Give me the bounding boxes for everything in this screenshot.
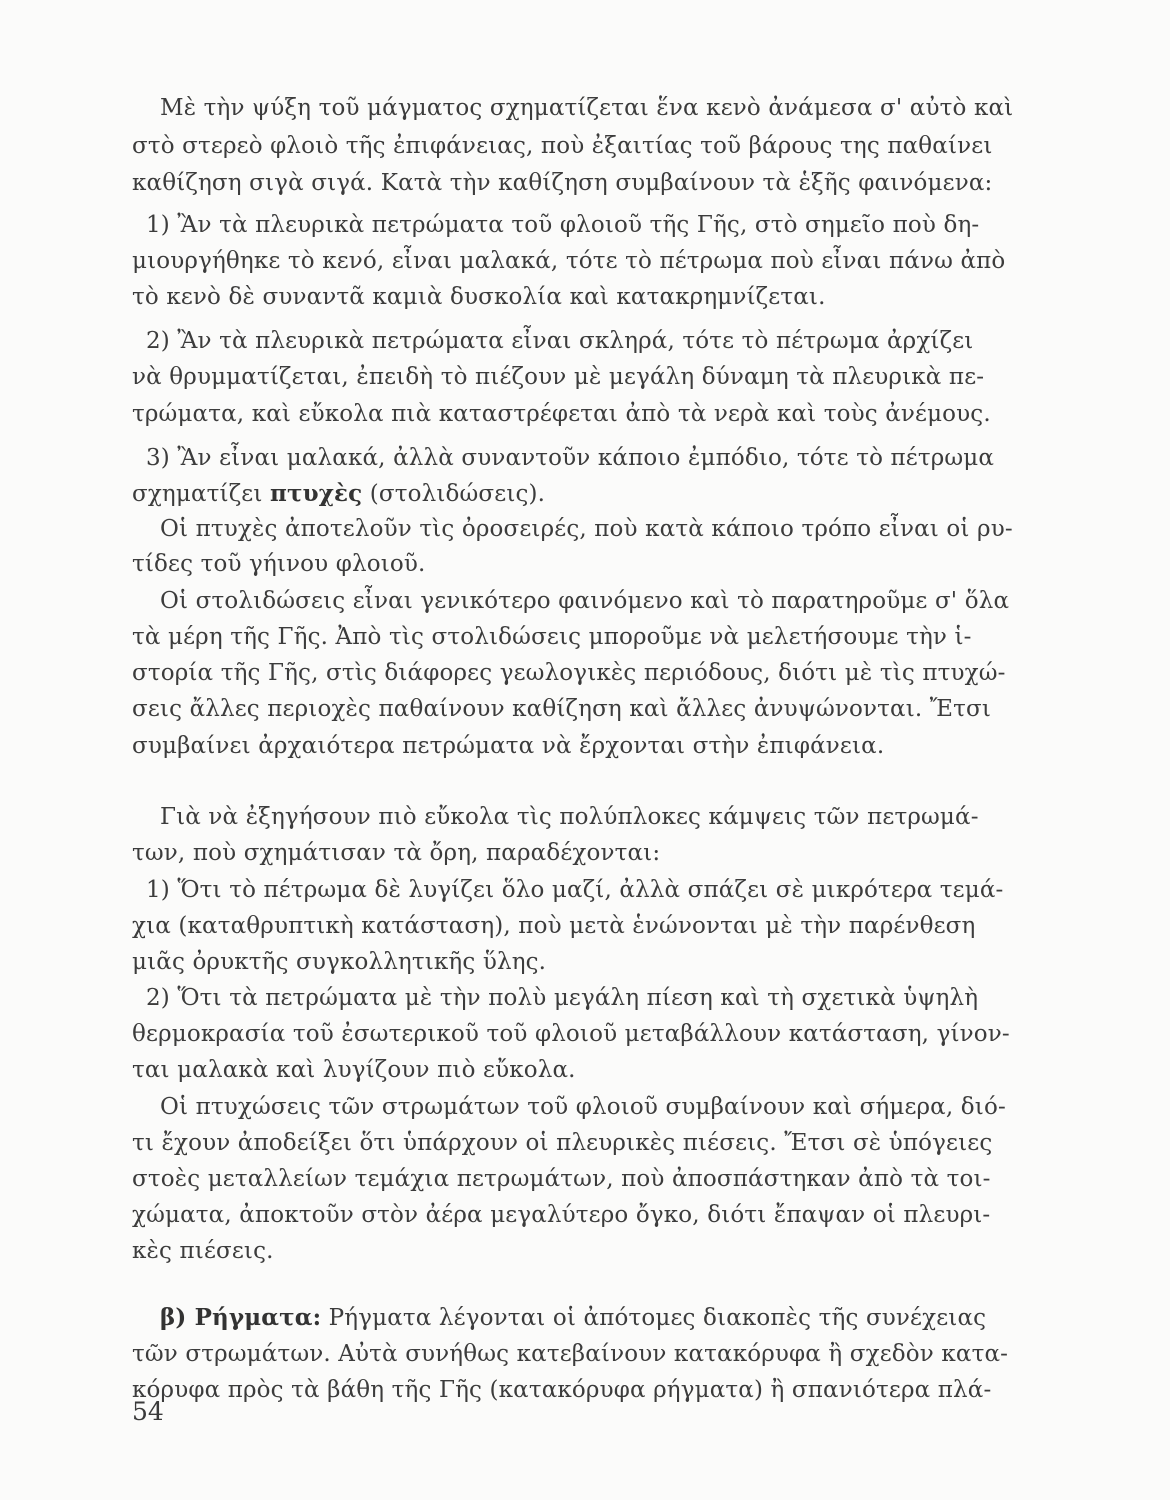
text-line: μιᾶς ὀρυκτῆς συγκολλητικῆς ὕλης. [132,949,547,975]
term-faults: β) Ρήγματα: [160,1304,322,1331]
text-line: τρώματα, καὶ εὔκολα πιὰ καταστρέφεται ἀπὸ τὰ νερὰ καὶ τοὺς ἀνέμους. [132,401,991,427]
text-span: (στολιδώσεις). [362,481,546,507]
document-page [132,92,1014,1403]
term-folds: πτυχὲς [270,480,363,507]
text-line: τίδες τοῦ γήινου φλοιοῦ. [132,551,426,577]
text-line: Οἱ πτυχώσεις τῶν στρωμάτων τοῦ φλοιοῦ συμβαίνουν καὶ σήμερα, διό- [160,1094,1006,1120]
text-line: 1) Ὅτι τὸ πέτρωμα δὲ λυγίζει ὅλο μαζί, ἀλλὰ σπάζει σὲ μικρότερα τεμά- [146,877,1004,903]
text-line: θερμοκρασία τοῦ ἐσωτερικοῦ τοῦ φλοιοῦ μεταβάλλουν κατάσταση, γίνον- [132,1021,1010,1047]
text-span: Ρήγματα λέγονται οἱ ἀπότομες διακοπὲς τῆς συνέχειας [321,1305,987,1331]
text-line: 2) Ἂν τὰ πλευρικὰ πετρώματα εἶναι σκληρά, τότε τὸ πέτρωμα ἀρχίζει [146,328,974,354]
text-line: μιουργήθηκε τὸ κενό, εἶναι μαλακά, τότε τὸ πέτρωμα ποὺ εἶναι πάνω ἀπὸ [132,248,1006,274]
text-line: τὰ μέρη τῆς Γῆς. Ἀπὸ τὶς στολιδώσεις μποροῦμε νὰ μελετήσουμε τὴν ἱ- [132,624,972,650]
text-line: σεις ἄλλες περιοχὲς παθαίνουν καθίζηση καὶ ἄλλες ἀνυψώνονται. Ἔτσι [132,696,992,722]
text-line: νὰ θρυμματίζεται, ἐπειδὴ τὸ πιέζουν μὲ μεγάλη δύναμη τὰ πλευρικὰ πε- [132,364,985,390]
text-line: χια (καταθρυπτικὴ κατάσταση), ποὺ μετὰ ἑνώνονται μὲ τὴν παρένθεση [132,913,976,939]
text-line: στὸ στερεὸ φλοιὸ τῆς ἐπιφάνειας, ποὺ ἐξαιτίας τοῦ βάρους της παθαίνει [132,133,993,159]
text-span: σχηματίζει [132,481,270,507]
text-line: Μὲ τὴν ψύξη τοῦ μάγματος σχηματίζεται ἕνα κενὸ ἀνάμεσα σ' αὐτὸ καὶ [160,95,1014,121]
text-line: συμβαίνει ἀρχαιότερα πετρώματα νὰ ἔρχονται στὴν ἐπιφάνεια. [132,733,885,759]
text-line: στορία τῆς Γῆς, στὶς διάφορες γεωλογικὲς περιόδους, διότι μὲ τὶς πτυχώ- [132,660,1006,686]
text-line: 1) Ἂν τὰ πλευρικὰ πετρώματα τοῦ φλοιοῦ τῆς Γῆς, στὸ σημεῖο ποὺ δη- [146,212,980,238]
text-line-faults [160,1302,986,1334]
text-line: κὲς πιέσεις. [132,1238,274,1264]
text-line: τι ἔχουν ἀποδείξει ὅτι ὑπάρχουν οἱ πλευρικὲς πιέσεις. Ἔτσι σὲ ὑπόγειες [132,1130,993,1156]
text-line: καθίζηση σιγὰ σιγά. Κατὰ τὴν καθίζηση συμβαίνουν τὰ ἑξῆς φαινόμενα: [132,170,993,196]
text-line: χώματα, ἀποκτοῦν στὸν ἀέρα μεγαλύτερο ὄγκο, διότι ἔπαψαν οἱ πλευρι- [132,1202,991,1228]
text-line: τὸ κενὸ δὲ συναντᾶ καμιὰ δυσκολία καὶ κατακρημνίζεται. [132,284,826,310]
text-line: Γιὰ νὰ ἐξηγήσουν πιὸ εὔκολα τὶς πολύπλοκες κάμψεις τῶν πετρωμά- [160,804,979,830]
page-number: 54 [132,1397,164,1426]
text-line: κόρυφα πρὸς τὰ βάθη τῆς Γῆς (κατακόρυφα ρήγματα) ἢ σπανιότερα πλά- [132,1377,992,1403]
text-line: των, ποὺ σχημάτισαν τὰ ὄρη, παραδέχονται: [132,840,661,866]
text-line: τῶν στρωμάτων. Αὐτὰ συνήθως κατεβαίνουν κατακόρυφα ἢ σχεδὸν κατα- [132,1341,1009,1367]
text-line: 3) Ἂν εἶναι μαλακά, ἀλλὰ συναντοῦν κάποιο ἐμπόδιο, τότε τὸ πέτρωμα [146,445,995,471]
text-line: ται μαλακὰ καὶ λυγίζουν πιὸ εὔκολα. [132,1057,576,1083]
text-line-folds [132,478,545,510]
text-line: στοὲς μεταλλείων τεμάχια πετρωμάτων, ποὺ ἀποσπάστηκαν ἀπὸ τὰ τοι- [132,1166,991,1192]
text-line: 2) Ὅτι τὰ πετρώματα μὲ τὴν πολὺ μεγάλη πίεση καὶ τὴ σχετικὰ ὑψηλὴ [146,985,979,1011]
text-line: Οἱ πτυχὲς ἀποτελοῦν τὶς ὀροσειρές, ποὺ κατὰ κάποιο τρόπο εἶναι οἱ ρυ- [160,516,1013,542]
text-line: Οἱ στολιδώσεις εἶναι γενικότερο φαινόμενο καὶ τὸ παρατηροῦμε σ' ὅλα [160,588,1010,614]
